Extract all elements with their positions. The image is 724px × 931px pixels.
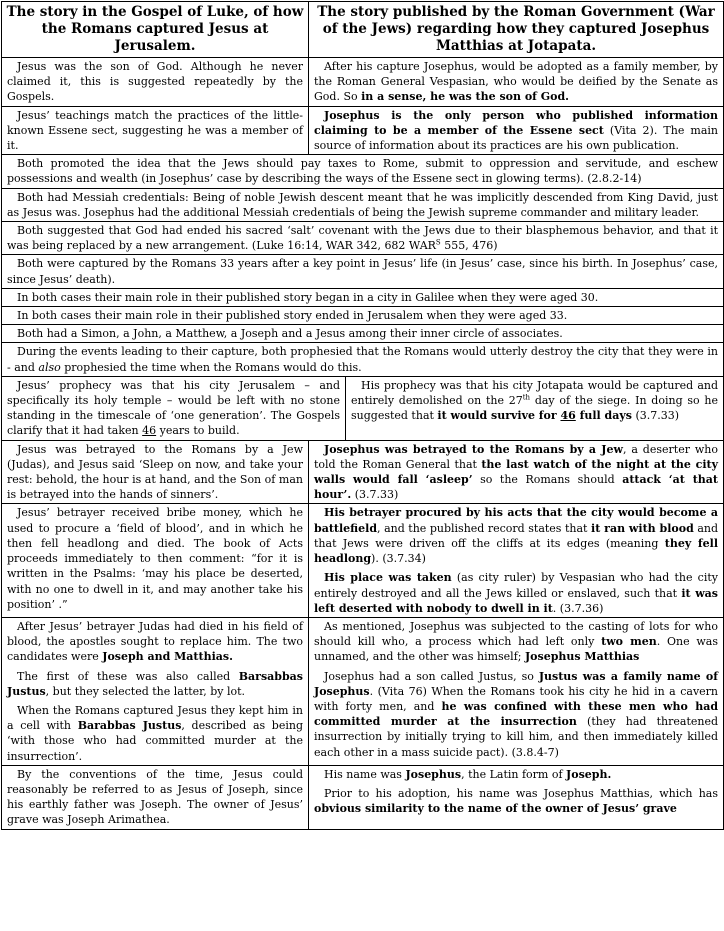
table-row [2,617,724,765]
cell-left: Jesus’ teachings match the practices of the little-known Essene sect, suggesting he was a member of it. [2,106,309,155]
cell-left [2,617,309,765]
cell-full: In both cases their main role in their published story began in a city in Galilee when they were aged 30. [2,288,724,306]
paragraph: After Jesus’ betrayer Judas had died in his field of blood, the apostles sought to replace him. The two candidates were Joseph and Matthias. [7,619,303,664]
paragraph: As mentioned, Josephus was subjected to the casting of lots for who should kill who, a process which had left only two men. One was unnamed, and the other was himself; Josephus Matthias [314,619,719,664]
cell-right [309,765,724,829]
paragraph: When the Romans captured Jesus they kept him in a cell with Barabbas Justus, described as being ‘with those who had committed murder at the insurrection’. [7,703,303,763]
paragraph: Prior to his adoption, his name was Josephus Matthias, which has obvious similarity to the name of the owner of Jesus’ grave [314,786,719,816]
table-row [2,106,724,155]
table-row [2,307,724,325]
table-row [2,255,724,288]
table-row [2,765,724,829]
cell-left: By the conventions of the time, Jesus could reasonably be referred to as Jesus of Joseph, since his earthly father was Joseph. The owner of Jesus’ grave was Joseph Arimathea. [2,765,309,829]
comparison-table [1,1,724,830]
cell-right: His prophecy was that his city Jotapata would be captured and entirely demolished on the 27th day of the siege. In doing so he suggested that it would survive for 46 full days (3.7.33) [346,376,724,440]
table-row [2,188,724,221]
paragraph: The first of these was also called Barsabbas Justus, but they selected the latter, by lot. [7,669,303,698]
cell-full: Both were captured by the Romans 33 years after a key point in Jesus’ life (in Jesus’ case, since his birth. In Josephus’ case, since Jesus’ death). [2,255,724,288]
cell-right [309,617,724,765]
cell-full: In both cases their main role in their published story ended in Jerusalem when they were aged 33. [2,307,724,325]
cell-full: Both promoted the idea that the Jews should pay taxes to Rome, submit to oppression and servitude, and eschew possessions and wealth (in Josephus’ case by describing the ways of the Essene sect in glowing terms). (2.8.2-14) [2,155,724,188]
cell-right: After his capture Josephus, would be adopted as a family member, by the Roman General Vespasian, who would be deified by the Senate as God. So in a sense, he was the son of God. [309,58,724,107]
table-row [2,222,724,255]
paragraph: His betrayer procured by his acts that the city would become a battlefield, and the published record states that it ran with blood and that Jews were driven off the cliffs at its edges (meaning they fell headlong). (3.7.34) [314,506,719,566]
cell-full: During the events leading to their capture, both prophesied that the Romans would utterly destroy the city that they were in - and also prophesied the time when the Romans would do this. [2,343,724,376]
header-left: The story in the Gospel of Luke, of how the Romans captured Jesus at Jerusalem. [2,2,309,58]
paragraph: His place was taken (as city ruler) by Vespasian who had the city entirely destroyed and all the Jews killed or enslaved, such that it was left deserted with nobody to dwell in it. (3.7.36) [314,571,718,615]
cell-left: Jesus’ betrayer received bribe money, which he used to procure a ‘field of blood’, and in which he then fell headlong and died. The book of Acts proceeds immediately to then comment: “for it is written in the Psalms: ‘may his place be deserted, with no one to dwell in it, and may another take his position’ .” [2,504,309,617]
cell-left: Jesus was the son of God. Although he never claimed it, this is suggested repeatedly by the Gospels. [2,58,309,107]
cell-right: Josephus was betrayed to the Romans by a Jew, a deserter who told the Roman General that the last watch of the night at the city walls would fall ‘asleep’ so the Romans should attack ‘at that hour’. (3.7.33) [309,440,724,504]
table-row [2,58,724,107]
table-row [2,325,724,343]
table-row [2,155,724,188]
table-row [2,343,724,376]
cell-left: Jesus’ prophecy was that his city Jerusalem – and specifically its holy temple – would be left with no stone standing in the timescale of ‘one generation’. The Gospels clarify that it had taken 46 years to build. [2,376,346,440]
cell-full: Both suggested that God had ended his sacred ‘salt’ covenant with the Jews due to their blasphemous behavior, and that it was being replaced by a new arrangement. (Luke 16:14, WAR 342, 682 $WAR^S$ 555, 476) [2,222,724,255]
cell-right: Josephus is the only person who published information claiming to be a member of the Essene sect (Vita 2). The main source of information about its practices are his own publication. [309,106,724,155]
paragraph: His name was Josephus, the Latin form of Joseph. [324,767,612,781]
table-row [2,504,724,617]
cell-left: Jesus was betrayed to the Romans by a Jew (Judas), and Jesus said ‘Sleep on now, and take your rest: behold, the hour is at hand, and the Son of man is betrayed into the hands of sinners’. [2,440,309,504]
cell-full: Both had a Simon, a John, a Matthew, a Joseph and a Jesus among their inner circle of associates. [2,325,724,343]
cell-right [309,504,724,617]
cell-full: Both had Messiah credentials: Being of noble Jewish descent meant that he was implicitly descended from King David, just as Jesus was. Josephus had the additional Messiah credentials of being the Jewish supreme commander and military leader. [2,188,724,221]
table-row [2,440,724,504]
paragraph: Josephus had a son called Justus, so Justus was a family name of Josephus. (Vita 76) When the Romans took his city he hid in a cavern with forty men, and he was confined with these men who had committed murder at the insurrection (they had threatened insurrection by initially trying to kill him, and then immediately killed each other in a mass suicide pact). (3.8.4-7) [314,669,719,759]
table-row [2,376,724,440]
table-row [2,288,724,306]
header-right: The story published by the Roman Government (War of the Jews) regarding how they captured Josephus Matthias at Jotapata. [309,2,724,58]
table-header-row [2,2,724,58]
